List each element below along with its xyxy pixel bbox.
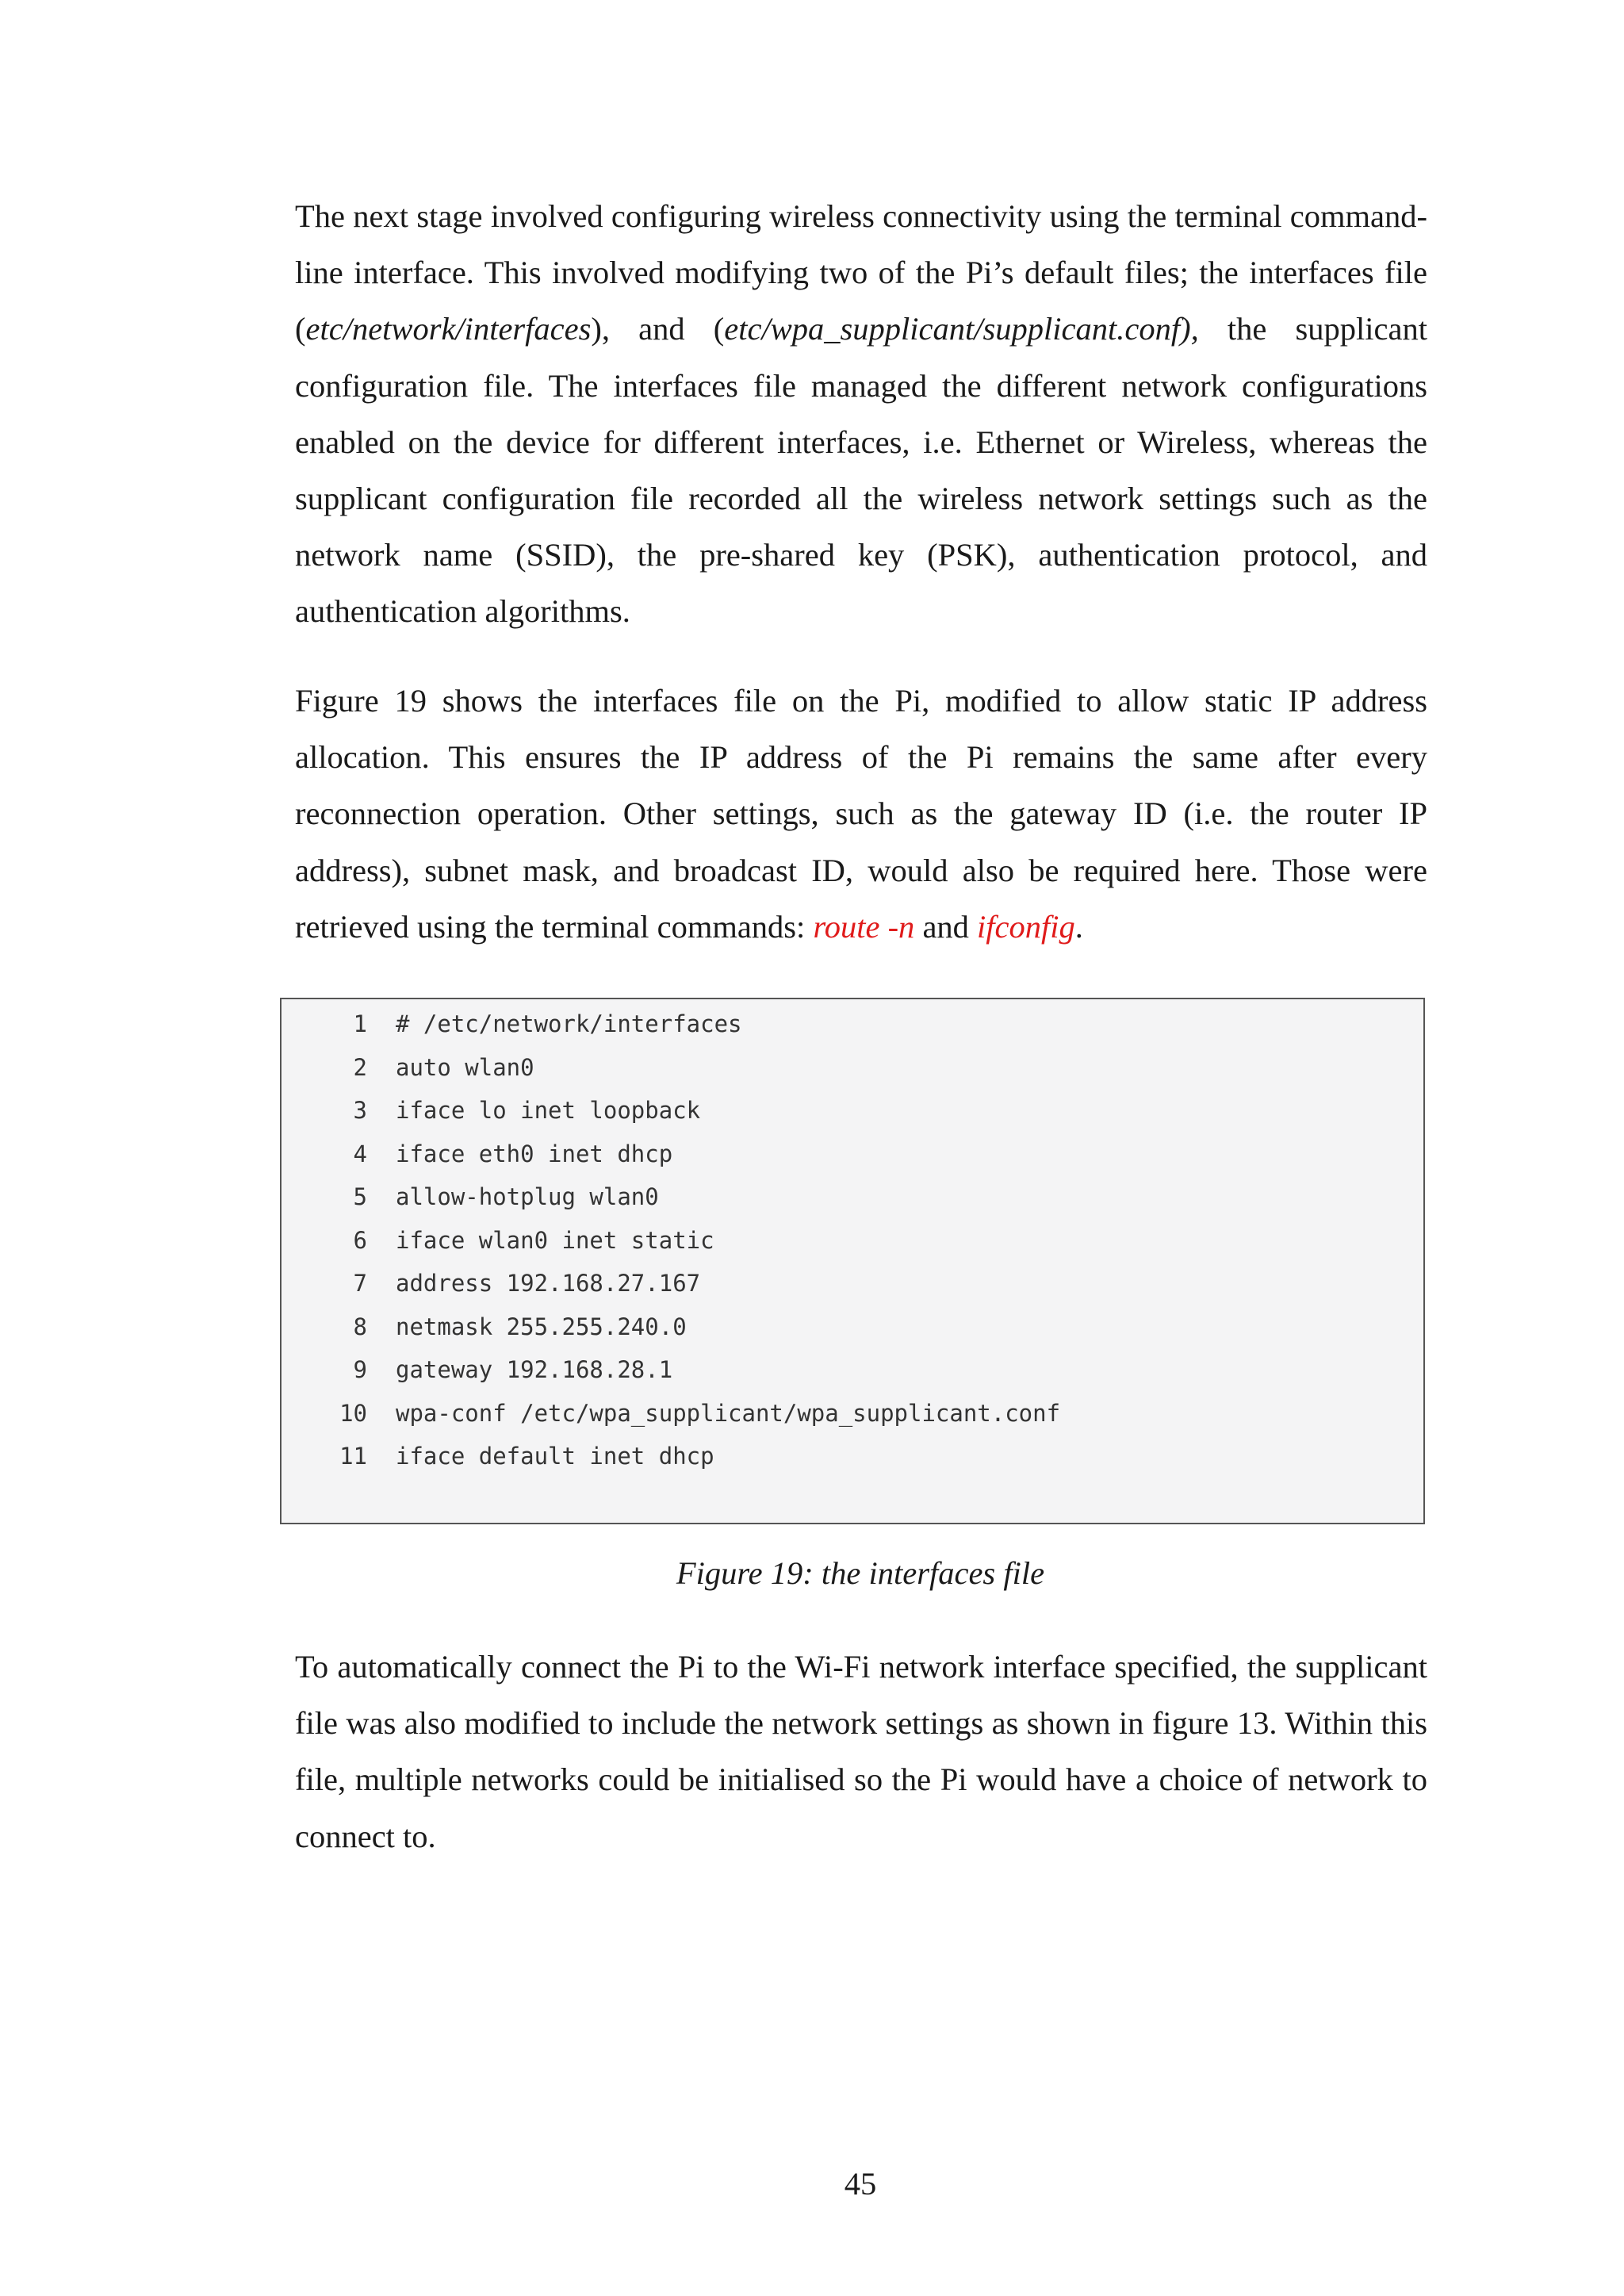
code-line <box>282 1089 1423 1132</box>
paragraph-text: the supplicant configuration file. The interfaces file managed the different network configurations enabled on the device for different interfaces, i.e. Ethernet or Wireless, whereas the supplicant configuration file recorded all the wireless network settings such as the network name (SSID), the pre-shared key (PSK), authentication protocol, and authentication algorithms. <box>295 311 1427 630</box>
paragraph-text: . <box>1074 908 1083 945</box>
line-number: 3 <box>353 1097 367 1124</box>
code-line <box>282 1046 1423 1089</box>
code-text: iface wlan0 inet static <box>396 1226 714 1254</box>
paragraph-text: Figure 19 shows the interfaces file on the Pi, modified to allow static IP address allocation. This ensures the IP address of the Pi remains the same after every reconnection operation. Other settings, such as the gateway ID (i.e. the router IP address), subnet mask, and broadcast ID, would also be required here. Those were retrieved using the terminal commands: <box>295 683 1427 945</box>
paragraph-text: and <box>914 908 978 945</box>
file-path-interfaces: etc/network/interfaces <box>305 311 592 347</box>
line-number: 10 <box>339 1399 367 1427</box>
line-number: 7 <box>353 1270 367 1297</box>
paragraph-static-ip <box>295 673 1427 955</box>
command-ifconfig: ifconfig <box>977 908 1075 945</box>
code-text: allow-hotplug wlan0 <box>396 1183 659 1210</box>
line-number: 4 <box>353 1140 367 1167</box>
line-number: 11 <box>339 1443 367 1470</box>
line-number: 5 <box>353 1183 367 1210</box>
page-number: 45 <box>844 2166 877 2202</box>
code-line <box>282 1175 1423 1218</box>
code-listing <box>280 998 1425 1524</box>
code-line <box>282 1435 1423 1478</box>
paragraph-supplicant: To automatically connect the Pi to the Wi-Fi network interface specified, the supplicant file was also modified to include the network settings as shown in figure 13. Within this file, multiple networks could be initialised so the Pi would have a choice of network to connect to. <box>295 1649 1427 1854</box>
code-line <box>282 1219 1423 1262</box>
code-text: gateway 192.168.28.1 <box>396 1356 673 1383</box>
code-text: netmask 255.255.240.0 <box>396 1313 687 1340</box>
code-line <box>282 1305 1423 1348</box>
line-number: 1 <box>353 1010 367 1037</box>
code-text: address 192.168.27.167 <box>396 1270 701 1297</box>
paragraph-text: The next stage involved configuring wireless connectivity using the terminal command-line interface. This involved modifying two of the Pi’s default files; the interfaces file ( <box>295 198 1427 347</box>
code-line <box>282 1392 1423 1435</box>
command-route: route -n <box>813 908 915 945</box>
code-text: iface default inet dhcp <box>396 1443 714 1470</box>
code-line <box>282 1002 1423 1045</box>
code-text: iface eth0 inet dhcp <box>396 1140 673 1167</box>
line-number: 9 <box>353 1356 367 1383</box>
paragraph-text: ), and ( <box>591 311 725 347</box>
code-line <box>282 1133 1423 1175</box>
line-number: 6 <box>353 1226 367 1254</box>
code-text: iface lo inet loopback <box>396 1097 701 1124</box>
code-line <box>282 1348 1423 1391</box>
code-line <box>282 1262 1423 1305</box>
code-text: auto wlan0 <box>396 1053 534 1081</box>
file-path-supplicant: etc/wpa_supplicant/supplicant.conf), <box>724 311 1199 347</box>
figure-caption: Figure 19: the interfaces file <box>676 1555 1045 1591</box>
line-number: 8 <box>353 1313 367 1340</box>
line-number: 2 <box>353 1053 367 1081</box>
code-text: wpa-conf /etc/wpa_supplicant/wpa_supplicant.conf <box>396 1399 1061 1427</box>
code-text: # /etc/network/interfaces <box>396 1010 742 1037</box>
paragraph-wireless-config <box>295 188 1427 640</box>
